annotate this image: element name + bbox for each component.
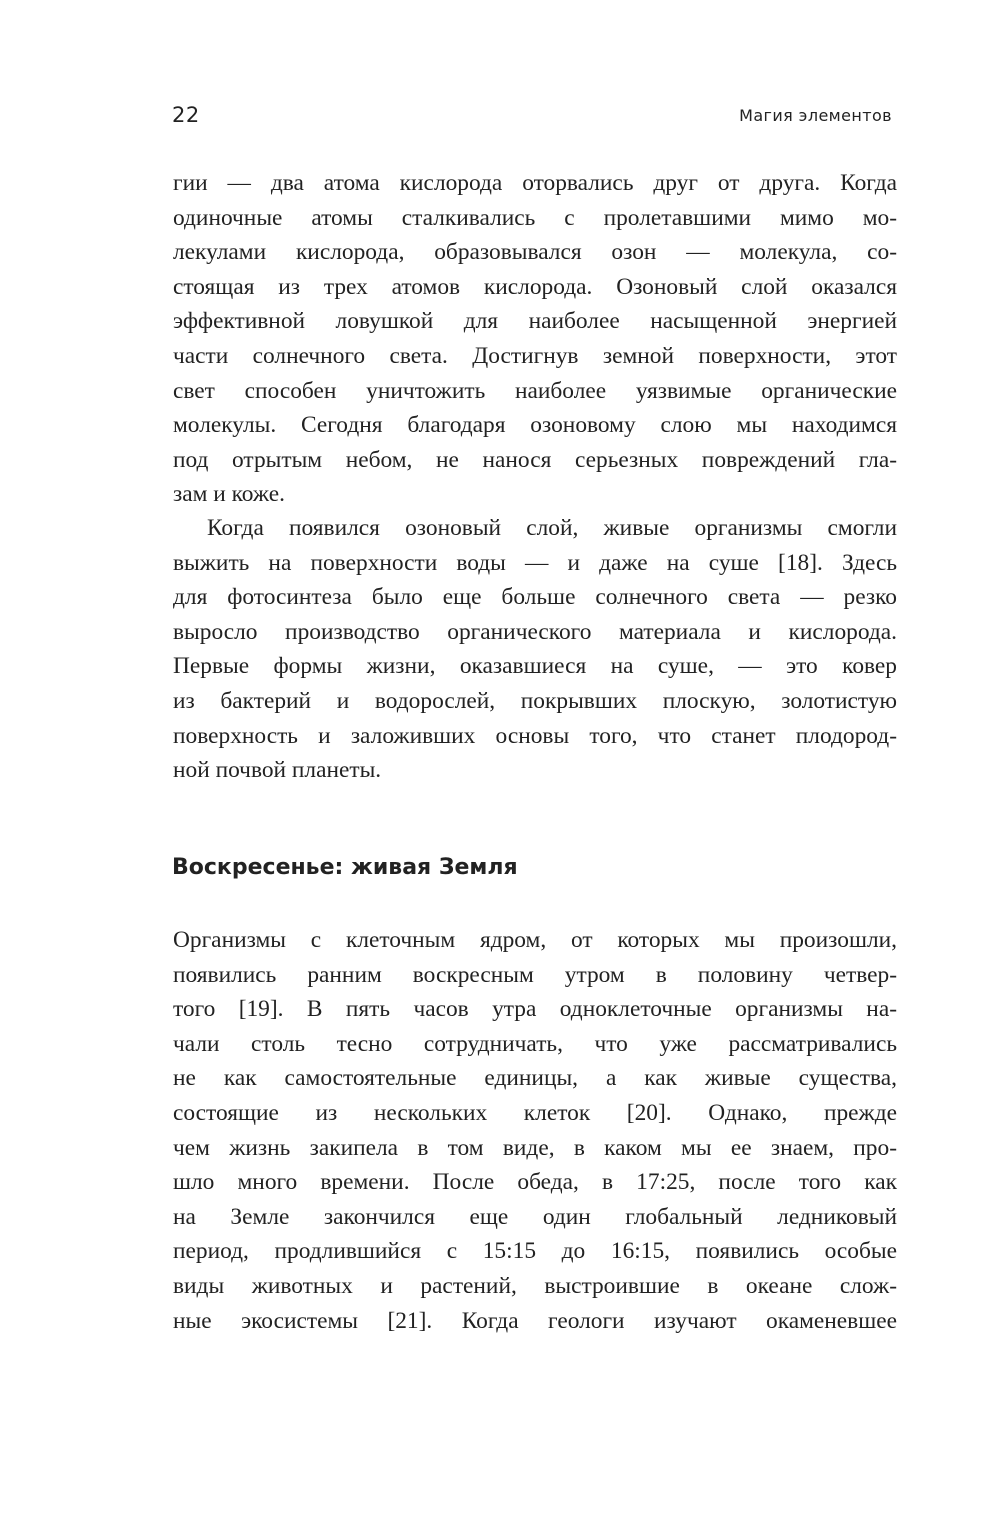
text-line: ные экосистемы [21]. Когда геологи изучают окаменевшее bbox=[173, 1307, 897, 1334]
text-line: из бактерий и водорослей, покрывших плоскую, золотистую bbox=[173, 687, 897, 714]
text-line: свет способен уничтожить наиболее уязвимые органические bbox=[173, 377, 897, 404]
text-line: ной почвой планеты. bbox=[173, 757, 382, 784]
text-line: эффективной ловушкой для наиболее насыщенной энергией bbox=[173, 308, 897, 335]
paragraph-3 bbox=[173, 923, 897, 1338]
text-line: Первые формы жизни, оказавшиеся на суше, — это ковер bbox=[173, 653, 897, 680]
running-head: Магия элементов bbox=[739, 106, 892, 125]
text-line: одиночные атомы сталкивались с пролетавшими мимо мо- bbox=[173, 204, 897, 231]
text-line: для фотосинтеза было еще больше солнечного света — резко bbox=[173, 584, 897, 611]
text-line: не как самостоятельные единицы, а как живые существа, bbox=[173, 1065, 897, 1092]
text-line: выжить на поверхности воды — и даже на суше [18]. Здесь bbox=[173, 549, 897, 576]
text-line: под отрытым небом, не нанося серьезных повреждений гла- bbox=[173, 446, 897, 473]
text-line: зам и коже. bbox=[173, 481, 286, 508]
text-line: виды животных и растений, выстроившие в океане слож- bbox=[173, 1272, 897, 1299]
text-line: Когда появился озоновый слой, живые организмы смогли bbox=[207, 515, 897, 541]
text-line: период, продлившийся с 15:15 до 16:15, появились особые bbox=[173, 1238, 897, 1265]
text-line: чем жизнь закипела в том виде, в каком мы ее знаем, про- bbox=[173, 1134, 897, 1161]
text-line: поверхность и заложивших основы того, что станет плодород- bbox=[173, 722, 897, 749]
text-line: гии — два атома кислорода оторвались друг от друга. Когда bbox=[173, 170, 897, 196]
text-line: того [19]. В пять часов утра одноклеточные организмы на- bbox=[173, 996, 897, 1023]
text-line: Организмы с клеточным ядром, от которых мы произошли, bbox=[173, 927, 897, 953]
page-number: 22 bbox=[172, 103, 200, 127]
text-line: появились ранним воскресным утром в половину четвер- bbox=[173, 961, 897, 988]
paragraph-1 bbox=[173, 166, 897, 512]
paragraph-2 bbox=[173, 511, 897, 788]
text-line: шло много времени. После обеда, в 17:25, после того как bbox=[173, 1169, 897, 1196]
text-line: молекулы. Сегодня благодаря озоновому слою мы находимся bbox=[173, 412, 897, 439]
text-line: чали столь тесно сотрудничать, что уже рассматривались bbox=[173, 1030, 897, 1057]
text-line: лекулами кислорода, образовывался озон — молекула, со- bbox=[173, 239, 897, 266]
section-heading: Воскресенье: живая Земля bbox=[172, 855, 518, 880]
text-line: части солнечного света. Достигнув земной поверхности, этот bbox=[173, 342, 897, 369]
text-line: стоящая из трех атомов кислорода. Озоновый слой оказался bbox=[173, 273, 897, 300]
text-line: состоящие из нескольких клеток [20]. Однако, прежде bbox=[173, 1099, 897, 1126]
text-line: выросло производство органического материала и кислорода. bbox=[173, 618, 897, 645]
text-line: на Земле закончился еще один глобальный ледниковый bbox=[173, 1203, 897, 1230]
